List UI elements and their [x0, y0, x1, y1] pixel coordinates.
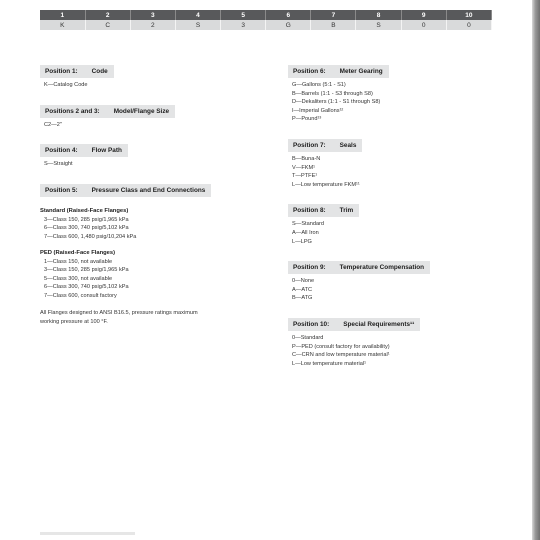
- position-cell: 7: [311, 10, 356, 20]
- position-label: Position 4:: [45, 147, 78, 155]
- footer-rule: [40, 532, 135, 535]
- position-10-section: [288, 313, 488, 368]
- position-label: Position 5:: [45, 186, 78, 194]
- code-value-row: [40, 20, 492, 30]
- position-6-section: [288, 60, 488, 124]
- position-1-section: [40, 60, 280, 90]
- option-item: 0—Standard: [292, 334, 324, 341]
- position-label: Position 9:: [293, 264, 326, 272]
- option-item: B—Barrels (1:1 - S3 through S8): [292, 90, 373, 97]
- code-cell: G: [266, 20, 311, 30]
- section-heading: [40, 144, 128, 157]
- option-item: C—CRN and low temperature material¹: [292, 352, 390, 359]
- section-title: Pressure Class and End Connections: [91, 186, 206, 194]
- option-item: 0—None: [292, 278, 315, 285]
- section-title: Seals: [339, 141, 357, 149]
- option-item: V—FKM¹: [292, 164, 315, 171]
- ped-flanges-subheading: PED (Raised-Face Flanges): [40, 249, 116, 256]
- code-cell: 0: [401, 20, 446, 30]
- section-title: Trim: [339, 207, 354, 215]
- page-edge-shadow: [532, 0, 540, 540]
- position-cell: 4: [175, 10, 220, 20]
- section-heading: [288, 261, 430, 274]
- code-cell: 2: [130, 20, 175, 30]
- option-item: 7—Class 600, 1,480 psig/10,204 kPa: [44, 233, 137, 240]
- position-5-section: [40, 179, 280, 327]
- position-4-section: [40, 139, 280, 169]
- position-cell: 3: [130, 10, 175, 20]
- option-item: S—Standard: [292, 221, 325, 228]
- section-title: Code: [91, 68, 108, 75]
- position-cell: 6: [266, 10, 311, 20]
- position-label: Positions 2 and 3:: [45, 107, 100, 115]
- left-column: [40, 60, 280, 337]
- option-item: A—All Iron: [292, 229, 319, 236]
- position-7-section: [288, 134, 488, 189]
- section-heading: [288, 139, 362, 152]
- position-8-section: [288, 199, 488, 246]
- option-item: 5—Class 300, not available: [44, 275, 113, 282]
- option-item: 7—Class 600, consult factory: [44, 292, 117, 299]
- position-label: Position 6:: [293, 68, 326, 75]
- section-title: Special Requirements¹¹: [343, 320, 415, 328]
- option-item: 3—Class 150, 285 psig/1,965 kPa: [44, 267, 129, 274]
- section-heading: [40, 105, 175, 118]
- option-item: 1—Class 150, not available: [44, 258, 113, 265]
- option-item: L—LPG: [292, 238, 312, 245]
- section-title: Flow Path: [91, 147, 122, 155]
- option-item: I—Imperial Gallons¹²: [292, 107, 344, 114]
- option-item: P—Pound¹³: [292, 116, 322, 123]
- flange-note: [40, 309, 280, 327]
- option-item: P—PED (consult factory for availability): [292, 343, 390, 350]
- option-item: 6—Class 300, 740 psig/5,102 kPa: [44, 225, 129, 232]
- option-item: L—Low temperature FKM¹¹: [292, 181, 360, 188]
- option-item: L—Low temperature material¹: [292, 360, 366, 367]
- flange-note-line: working pressure at 100 °F.: [40, 318, 108, 325]
- position-cell: 5: [221, 10, 266, 20]
- code-cell: B: [311, 20, 356, 30]
- code-cell: 3: [221, 20, 266, 30]
- code-cell: 0: [446, 20, 491, 30]
- position-cell: 10: [446, 10, 491, 20]
- position-label: Position 7:: [293, 141, 326, 149]
- section-heading: [288, 204, 359, 217]
- option-item: 3—Class 150, 285 psig/1,965 kPa: [44, 216, 129, 223]
- position-label: Position 10:: [293, 320, 330, 328]
- position-cell: 2: [85, 10, 130, 20]
- code-cell: C: [85, 20, 130, 30]
- flange-note-line: All Flanges designed to ANSI B16.5, pressure ratings maximum: [40, 309, 198, 316]
- position-cell: 9: [401, 10, 446, 20]
- position-cell: 8: [356, 10, 401, 20]
- option-item: B—Buna-N: [292, 155, 321, 162]
- position-2-3-section: [40, 100, 280, 130]
- right-column: [288, 60, 488, 378]
- option-item: S—Straight: [44, 161, 73, 168]
- position-9-section: [288, 256, 488, 303]
- option-item: K—Catalog Code: [44, 82, 88, 88]
- position-label: Position 8:: [293, 207, 326, 215]
- code-cell: S: [356, 20, 401, 30]
- standard-flanges-subheading: Standard (Raised-Face Flanges): [40, 207, 129, 214]
- option-item: D—Dekaliters (1:1 - S1 through S8): [292, 99, 381, 106]
- section-title: Meter Gearing: [339, 68, 383, 75]
- section-heading: [40, 65, 114, 78]
- section-title: Temperature Compensation: [339, 264, 425, 272]
- code-cell: S: [175, 20, 220, 30]
- option-item: B—ATG: [292, 295, 313, 302]
- position-cell: 1: [40, 10, 85, 20]
- section-heading: [288, 65, 389, 78]
- option-item: T—PTFE¹: [292, 173, 318, 180]
- option-item: A—ATC: [292, 286, 313, 293]
- section-heading: [40, 184, 211, 197]
- option-item: C2—2": [44, 121, 62, 128]
- position-label: Position 1:: [45, 68, 78, 75]
- model-code-table: [40, 10, 492, 30]
- position-number-row: [40, 10, 492, 20]
- option-item: 6—Class 300, 740 psig/5,102 kPa: [44, 284, 129, 291]
- section-title: Model/Flange Size: [113, 107, 170, 115]
- section-heading: [288, 318, 420, 331]
- option-item: G—Gallons (5:1 - S1): [292, 82, 346, 88]
- code-cell: K: [40, 20, 85, 30]
